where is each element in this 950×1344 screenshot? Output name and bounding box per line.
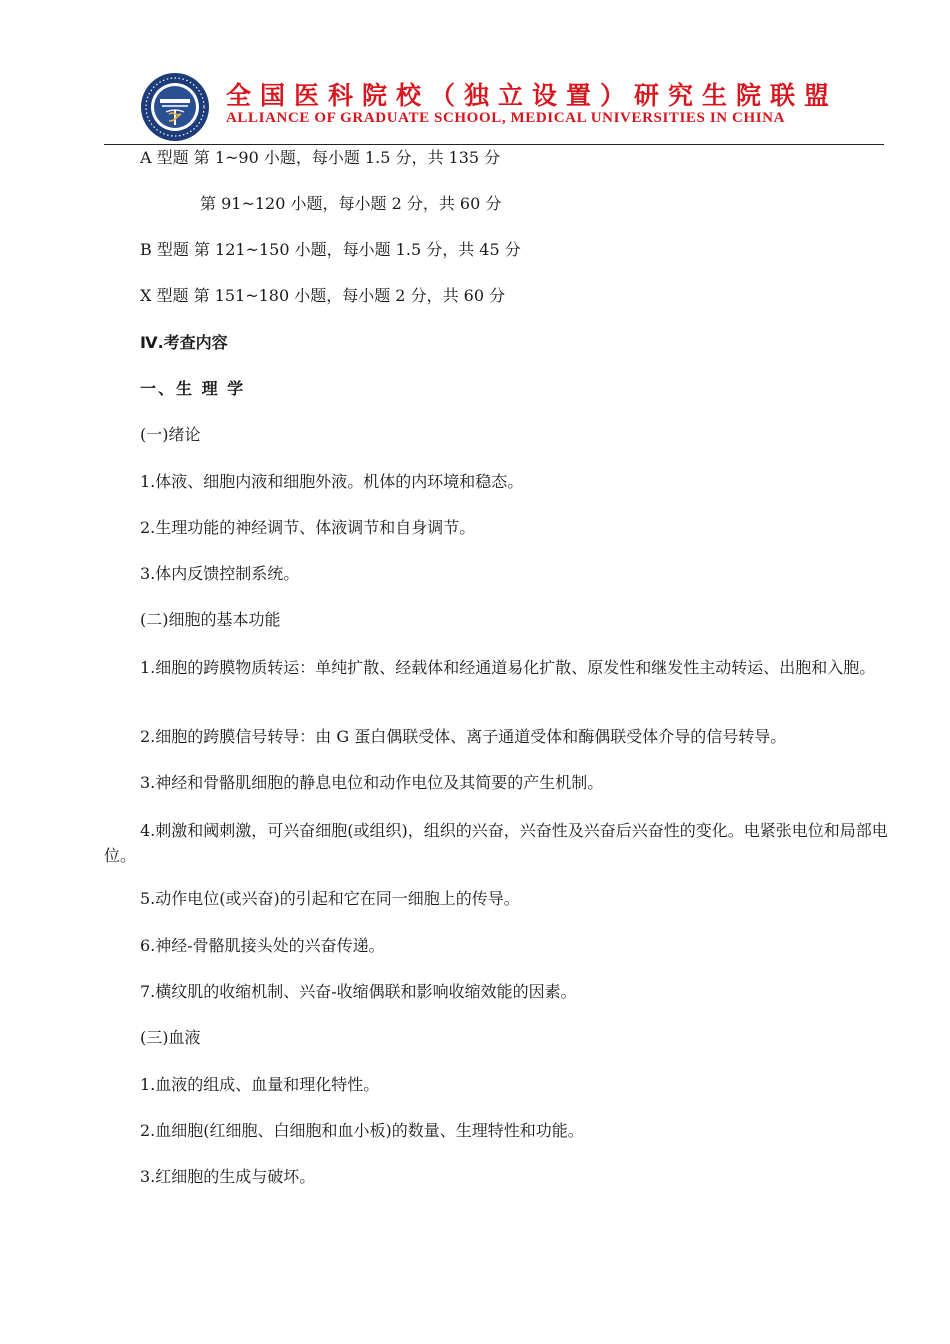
scoring-a-type-line2: 第 91~120 小题，每小题 2 分，共 60 分	[200, 194, 502, 213]
list-item: 3.红细胞的生成与破坏。	[140, 1167, 316, 1186]
list-item: 3.神经和骨骼肌细胞的静息电位和动作电位及其简要的产生机制。	[140, 773, 604, 792]
list-item: 2.血细胞(红细胞、白细胞和血小板)的数量、生理特性和功能。	[140, 1121, 584, 1140]
list-item: 2.细胞的跨膜信号转导：由 G 蛋白偶联受体、离子通道受体和酶偶联受体介导的信号转导。	[140, 727, 787, 746]
section-heading: Ⅳ.考查内容	[140, 333, 228, 352]
list-item: 3.体内反馈控制系统。	[140, 564, 300, 583]
alliance-title-chinese: 全国医科院校（独立设置）研究生院联盟	[226, 81, 839, 110]
alliance-seal-logo-icon	[140, 72, 210, 142]
subject-heading: 一、生 理 学	[140, 379, 246, 398]
list-item: 4.刺激和阈刺激，可兴奋细胞(或组织)，组织的兴奋，兴奋性及兴奋后兴奋性的变化。电紧张电位和局部电位。	[104, 821, 888, 865]
list-item: 6.神经-骨骼肌接头处的兴奋传递。	[140, 936, 385, 955]
part-title: (二)细胞的基本功能	[140, 610, 281, 629]
part-title: (一)绪论	[140, 425, 201, 444]
scoring-x-type-line: X 型题 第 151~180 小题，每小题 2 分，共 60 分	[140, 286, 506, 305]
list-item: 7.横纹肌的收缩机制、兴奋-收缩偶联和影响收缩效能的因素。	[140, 982, 577, 1001]
letterhead	[140, 72, 860, 142]
list-item: 2.生理功能的神经调节、体液调节和自身调节。	[140, 518, 476, 537]
alliance-title-english: ALLIANCE OF GRADUATE SCHOOL, MEDICAL UNIVERSITIES IN CHINA	[226, 110, 786, 126]
list-item: 5.动作电位(或兴奋)的引起和它在同一细胞上的传导。	[140, 889, 520, 908]
scoring-a-type-line1: A 型题 第 1~90 小题，每小题 1.5 分，共 135 分	[140, 148, 501, 167]
list-item: 1.体液、细胞内液和细胞外液。机体的内环境和稳态。	[140, 472, 524, 491]
scoring-b-type-line: B 型题 第 121~150 小题，每小题 1.5 分，共 45 分	[140, 240, 521, 259]
header-divider	[104, 144, 884, 145]
list-item: 1.血液的组成、血量和理化特性。	[140, 1075, 380, 1094]
part-title: (三)血液	[140, 1028, 201, 1047]
list-item: 1.细胞的跨膜物质转运：单纯扩散、经载体和经通道易化扩散、原发性和继发性主动转运、出胞和入胞。	[140, 658, 876, 677]
